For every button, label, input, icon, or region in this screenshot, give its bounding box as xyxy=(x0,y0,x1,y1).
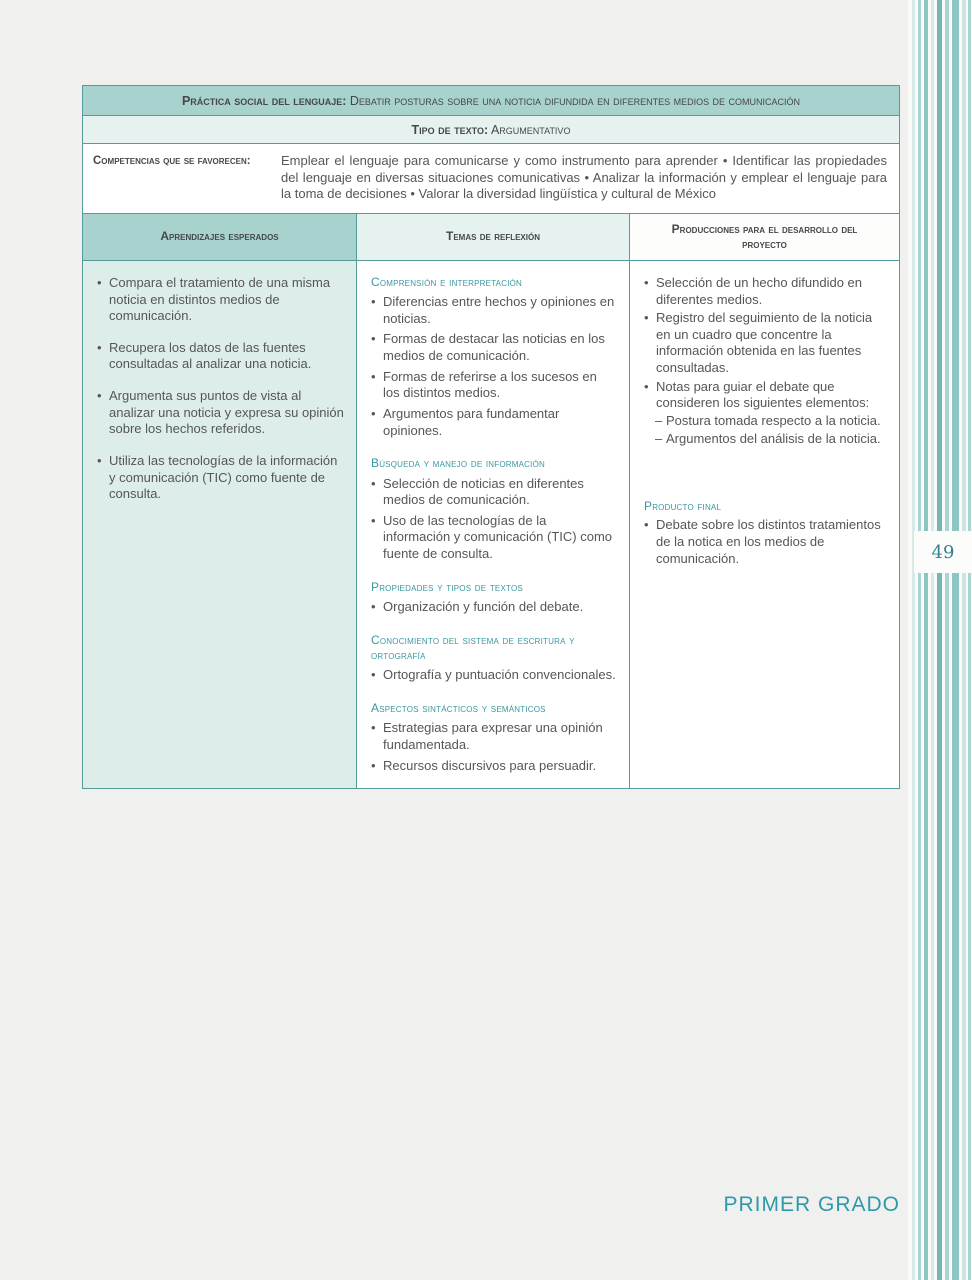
page-number-box xyxy=(914,531,972,573)
column-headers-row xyxy=(83,214,899,261)
stripe xyxy=(937,0,942,1280)
bullet-marker: • xyxy=(371,720,376,736)
column-temas-de-reflexion xyxy=(356,261,629,788)
stripe xyxy=(968,0,971,1280)
dash-marker: – xyxy=(655,412,663,428)
list-item-text: Recursos discursivos para persuadir. xyxy=(383,757,597,773)
right-stripe-decoration xyxy=(908,0,972,1280)
grade-title: PRIMER GRADO xyxy=(723,1193,900,1216)
list-item-text: Registro del seguimiento de la noticia en un cuadro que concentre la información obtenida en las fuentes consultadas. xyxy=(656,310,873,375)
dash-marker: – xyxy=(655,430,663,446)
list-item xyxy=(371,369,617,402)
list-item xyxy=(371,758,617,775)
list-item-text: Formas de referirse a los sucesos en los distintos medios. xyxy=(383,368,597,401)
list-item-text: Notas para guiar el debate que consideren los siguientes elementos: xyxy=(656,378,870,411)
tipo-de-texto-row xyxy=(83,116,899,144)
list-item-text: Diferencias entre hechos y opiniones en noticias. xyxy=(383,294,615,326)
list-item-text: Ortografía y puntuación convencionales. xyxy=(383,667,616,683)
list-item xyxy=(97,340,344,373)
list-item xyxy=(97,388,344,438)
curriculum-table xyxy=(82,85,900,789)
list-item-text: Argumentos del análisis de la noticia. xyxy=(666,430,881,446)
competencias-text: Emplear el lenguaje para comunicarse y como instrumento para aprender • Identificar las propiedades del lenguaje en diversas situaciones comunicativas • Analizar la información y emplear el lenguaje para la toma de decisiones • Valorar la diversidad lingüística y cultural de México xyxy=(281,153,887,202)
section-heading: Aspectos sintácticos y semánticos xyxy=(371,701,546,716)
bullet-marker: • xyxy=(644,274,649,290)
list-item-text: Debate sobre los distintos tratamientos de la notica en los medios de comunicación. xyxy=(656,517,881,566)
list-item xyxy=(371,599,617,616)
list-item xyxy=(97,453,344,503)
stripe xyxy=(931,0,934,1280)
bullet-marker: • xyxy=(371,294,376,310)
list-item xyxy=(644,517,887,567)
list-item xyxy=(97,275,344,325)
stripe xyxy=(924,0,928,1280)
list-item xyxy=(371,667,617,684)
section-heading: Producto final xyxy=(644,499,722,514)
list-item xyxy=(371,720,617,753)
practica-text: Debatir posturas sobre una noticia difundida en diferentes medios de comunicación xyxy=(349,94,801,108)
list-item-text: Recupera los datos de las fuentes consultadas al analizar una noticia. xyxy=(109,339,312,372)
list-item-text: Selección de noticias en diferentes medios de comunicación. xyxy=(383,475,584,508)
list-item-text: Selección de un hecho difundido en diferentes medios. xyxy=(656,274,862,307)
stripe xyxy=(952,0,959,1280)
competencias-row xyxy=(83,144,899,214)
stripe xyxy=(962,0,966,1280)
bullet-marker: • xyxy=(644,517,649,533)
bullet-marker: • xyxy=(371,475,376,491)
list-item-text: Organización y función del debate. xyxy=(383,599,584,615)
bullet-marker: • xyxy=(371,667,376,683)
list-item xyxy=(644,431,887,448)
list-item xyxy=(644,275,887,308)
bullet-marker: • xyxy=(371,757,376,773)
list-item-text: Estrategias para expresar una opinión fundamentada. xyxy=(383,720,603,753)
list-item-text: Uso de las tecnologías de la información y comunicación (TIC) como fuente de consulta. xyxy=(383,512,613,562)
stripe xyxy=(918,0,921,1280)
list-item-text: Utiliza las tecnologías de la información y comunicación (TIC) como fuente de consulta. xyxy=(109,452,338,502)
list-item-text: Argumenta sus puntos de vista al analizar una noticia y expresa su opinión sobre los hechos referidos. xyxy=(109,388,344,437)
list-item xyxy=(644,379,887,412)
column-producciones-proyecto xyxy=(629,261,899,788)
list-item xyxy=(371,406,617,439)
tipo-text: Argumentativo xyxy=(490,123,571,137)
bullet-marker: • xyxy=(97,339,102,355)
stripe xyxy=(945,0,949,1280)
list-item-text: Argumentos para fundamentar opiniones. xyxy=(383,405,560,438)
list-item-text: Formas de destacar las noticias en los medios de comunicación. xyxy=(383,331,605,364)
list-item xyxy=(371,513,617,563)
page-number: 49 xyxy=(931,541,955,563)
table-body-row xyxy=(83,261,899,788)
bullet-marker: • xyxy=(371,512,376,528)
bullet-marker: • xyxy=(97,452,102,468)
column-header-producciones: Producciones para el desarrollo del proyecto xyxy=(629,214,899,260)
bullet-marker: • xyxy=(371,405,376,421)
stripe xyxy=(912,0,915,1280)
list-item xyxy=(644,310,887,377)
bullet-marker: • xyxy=(371,368,376,384)
list-item xyxy=(371,476,617,509)
competencias-label: Competencias que se favorecen: xyxy=(93,155,251,167)
list-item xyxy=(371,294,617,327)
practica-label: Práctica social del lenguaje: xyxy=(181,94,347,108)
section-heading: Conocimiento del sistema de escritura y ortografía xyxy=(371,632,575,663)
bullet-marker: • xyxy=(644,378,649,394)
list-item-text: Compara el tratamiento de una misma noticia en distintos medios de comunicación. xyxy=(109,274,331,324)
practica-social-row xyxy=(83,86,899,116)
section-heading: Búsqueda y manejo de información xyxy=(371,456,545,471)
column-header-temas: Temas de reflexión xyxy=(356,214,629,260)
section-heading: Propiedades y tipos de textos xyxy=(371,579,523,594)
section-heading: Comprensión e interpretación xyxy=(371,274,523,289)
list-item xyxy=(371,331,617,364)
list-item xyxy=(644,413,887,430)
bullet-marker: • xyxy=(97,388,102,403)
list-item-text: Postura tomada respecto a la noticia. xyxy=(666,412,881,428)
bullet-marker: • xyxy=(644,310,649,326)
column-header-aprendizajes: Aprendizajes esperados xyxy=(83,214,356,260)
bullet-marker: • xyxy=(371,331,376,347)
column-aprendizajes-esperados xyxy=(83,261,356,788)
tipo-label: Tipo de texto: xyxy=(411,123,489,137)
bullet-marker: • xyxy=(97,274,102,290)
bullet-marker: • xyxy=(371,599,376,615)
